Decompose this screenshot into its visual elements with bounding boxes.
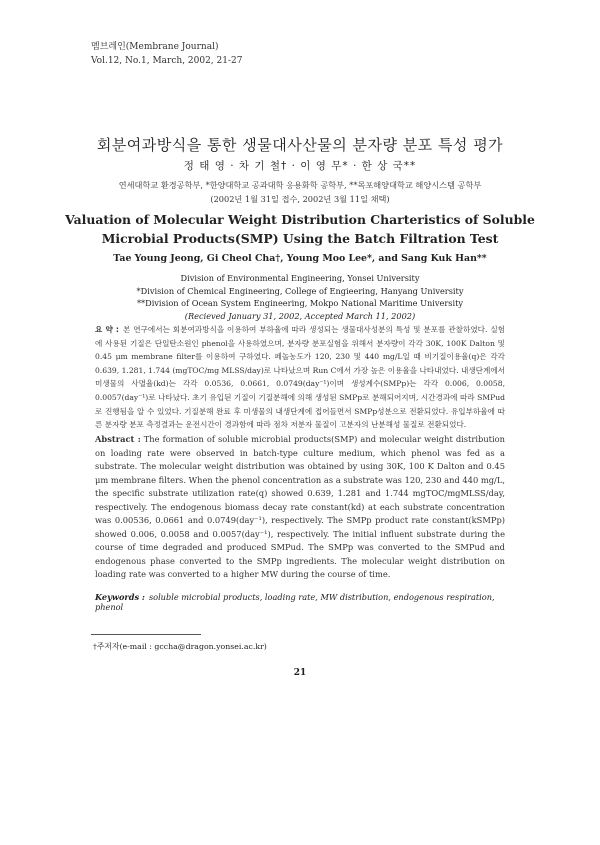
english-title-line1: Valuation of Molecular Weight Distribution Charteristics of Soluble [65,212,535,227]
korean-abstract-label: 요 약 : [95,325,119,334]
english-title-line2: Microbial Products(SMP) Using the Batch Filtration Test [101,231,499,246]
korean-dates: (2002년 1월 31일 접수, 2002년 3월 11일 채택) [210,194,390,204]
english-affiliation-block [0,272,600,322]
footnote: †주저자(e-mail : gccha@dragon.yonsei.ac.kr) [93,642,267,651]
korean-authors: 정 태 영 · 차 기 철† · 이 영 무* · 한 상 국** [183,160,417,172]
keywords-label: Keywords : [95,592,145,602]
english-affiliation-1: Division of Environmental Engineering, Yonsei University [180,273,420,283]
korean-affiliation-block [0,178,600,206]
journal-name: 멤브레인(Membrane Journal) [91,42,219,52]
english-affiliation-3: **Division of Ocean System Engineering, Mokpo National Maritime University [136,298,464,308]
english-abstract-text: The formation of soluble microbial products(SMP) and molecular weight distribution on loading rate were observed in batch-type culture medium, which phenol was fed as a substrate. The molecular weight distribution was obtained by using 30K, 100 K Dalton and 0.45 μm membrane filters. When the phenol concentration as a substrate was 120, 230 and 440 mg/L, the specific substrate utilization rate(q) showed 0.639, 1.281 and 1.744 mgTOC/mgMLSS/day, respectively. The endogenous biomass decay rate constant(kd) at each substrate concentration was 0.00536, 0.0661 and 0.0749(day⁻¹), respectively. The SMPp product rate constant(kSMPp) showed 0.006, 0.0058 and 0.0057(day⁻¹), respectively. The initial influent substrate during the course of time degraded and produced SMPud. The SMPp was converted to the SMPud and endogenous phase converted to the SMPp ingredients. The molecular weight distribution on loading rate was converted to a higher MW during the course of time. [95,434,505,579]
english-authors: Tae Young Jeong, Gi Cheol Cha†, Young Moo Lee*, and Sang Kuk Han** [113,253,487,264]
page-number: 21 [293,668,307,678]
keywords-text: soluble microbial products, loading rate, MW distribution, endogenous respiration, phenol [95,592,495,612]
english-title [0,210,600,248]
korean-abstract-text: 본 연구에서는 회분여과방식을 이용하여 부하율에 따라 생성되는 생물대사성분의 특성 및 분포를 관찰하였다. 실험에 사용된 기질은 단일탄소원인 phenol을 사용하였으며, 분자량 분포실험을 위해서 분자량이 각각 30K, 100K Dalton 및 0.45 μm membrane filter를 이용하여 구하였다. 페놀농도가 120, 230 및 440 mg/L일 때 비기질이용율(q)은 각각 0.639, 1.281, 1.744 (mgTOC/mg MLSS/day)로 나타났으며 Run C에서 가장 높은 이용율을 나타내었다. 내생단계에서 미생물의 사멸율(kd)는 각각 0.0536, 0.0661, 0.0749(day⁻¹)이며 생성계수(SMPp)는 각각 0.006, 0.0058, 0.0057(day⁻¹)로 나타났다. 초기 유입된 기질이 기질분해에 의해 생성된 SMPp로 분해되어지며, 시간경과에 따라 SMPud로 진행됨을 알 수 있었다. 기질분해 완료 후 미생물의 내생단계에 접어들면서 SMPp성분으로 전환되었다. 유입부하율에 따른 분자량 분포 측정결과는 운전시간이 경과함에 따라 점차 저분자 물질이 고분자의 난분해성 물질로 전환되었다. [95,325,505,430]
english-dates: (Recieved January 31, 2002, Accepted March 11, 2002) [184,310,416,321]
keywords [95,592,515,612]
korean-affiliation: 연세대학교 환경공학부, *한양대학교 공과대학 응용화학 공학부, **목포해양대학교 해양시스템 공학부 [118,180,482,190]
korean-title: 회분여과방식을 통한 생물대사산물의 분자량 분포 특성 평가 [96,136,504,154]
journal-header [91,40,242,68]
korean-abstract [95,323,505,432]
english-affiliation-2: *Division of Chemical Engineering, College of Engieering, Hanyang University [136,285,464,296]
english-abstract-label: Abstract : [95,434,141,444]
footnote-divider [91,634,201,635]
english-abstract [95,433,505,582]
journal-volume: Vol.12, No.1, March, 2002, 21-27 [91,56,243,66]
